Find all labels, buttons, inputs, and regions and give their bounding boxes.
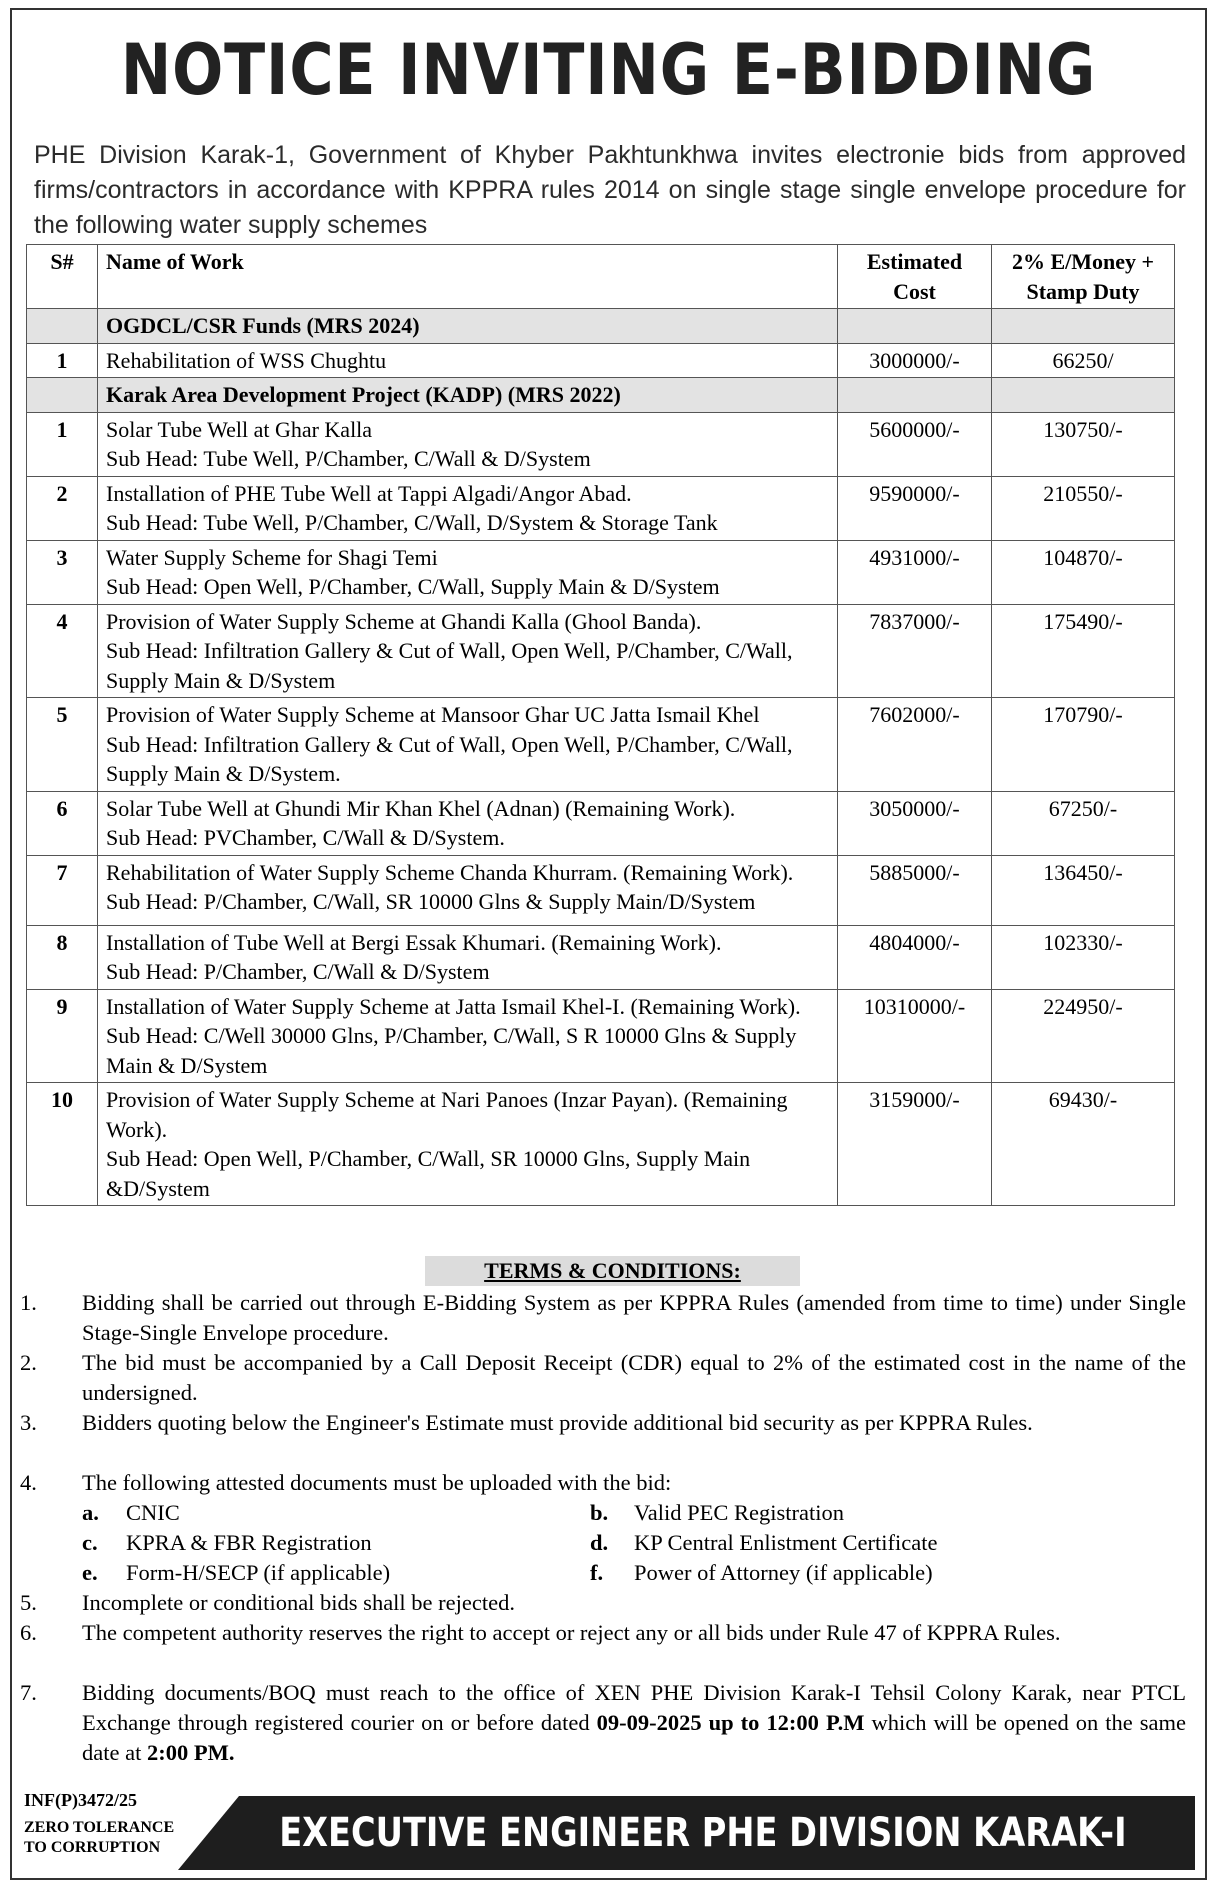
row-work bbox=[98, 540, 838, 604]
document-letter: a. bbox=[82, 1500, 99, 1525]
row-work-title: Solar Tube Well at Ghar Kalla bbox=[106, 416, 373, 442]
row-sn: 8 bbox=[27, 925, 98, 989]
term-item bbox=[20, 1618, 1186, 1648]
group-sn-cell bbox=[27, 378, 98, 413]
row-sn: 1 bbox=[27, 412, 98, 476]
term-text bbox=[82, 1678, 1186, 1768]
row-sn: 7 bbox=[27, 855, 98, 925]
row-sub-head: Sub Head: C/Well 30000 Glns, P/Chamber, C/Wall, S R 10000 Glns & Supply Main & D/System bbox=[106, 1023, 797, 1078]
closing-date-time: 09-09-2025 up to 12:00 P.M bbox=[596, 1710, 865, 1735]
document-letter: b. bbox=[590, 1500, 609, 1525]
row-work-title: Provision of Water Supply Scheme at Nari Panoes (Inzar Payan). (Remaining Work). bbox=[106, 1087, 788, 1142]
group-sn-cell bbox=[27, 309, 98, 344]
document-text: Power of Attorney (if applicable) bbox=[634, 1560, 933, 1585]
term-item bbox=[20, 1408, 1186, 1438]
row-cost: 5600000/- bbox=[838, 412, 992, 476]
table-row bbox=[27, 855, 1175, 925]
term-number: 4. bbox=[20, 1470, 37, 1495]
table-row bbox=[27, 698, 1175, 792]
row-sub-head: Sub Head: Infiltration Gallery & Cut of Wall, Open Well, P/Chamber, C/Wall, Supply Main & D/System. bbox=[106, 731, 793, 786]
term-number: 6. bbox=[20, 1620, 37, 1645]
row-sn: 10 bbox=[27, 1083, 98, 1206]
document-text: Valid PEC Registration bbox=[634, 1500, 844, 1525]
term-item bbox=[20, 1588, 1186, 1618]
row-work bbox=[98, 604, 838, 698]
term-text: Incomplete or conditional bids shall be rejected. bbox=[82, 1590, 515, 1615]
group-money-cell bbox=[992, 309, 1175, 344]
term-text: Bidding shall be carried out through E-Bidding System as per KPPRA Rules (amended from time to time) under Single Stage-Single Envelope procedure. bbox=[82, 1290, 1186, 1345]
row-cost: 7837000/- bbox=[838, 604, 992, 698]
row-work bbox=[98, 476, 838, 540]
document-item bbox=[82, 1558, 390, 1588]
header-sn: S# bbox=[27, 245, 98, 309]
row-sub-head: Sub Head: PVChamber, C/Wall & D/System. bbox=[106, 825, 505, 850]
document-item bbox=[82, 1528, 372, 1558]
row-work-title: Installation of Water Supply Scheme at Jatta Ismail Khel-I. (Remaining Work). bbox=[106, 993, 801, 1019]
document-item bbox=[590, 1558, 933, 1588]
row-work-title: Rehabilitation of Water Supply Scheme Chanda Khurram. (Remaining Work). bbox=[106, 859, 794, 885]
document-text: KP Central Enlistment Certificate bbox=[634, 1530, 938, 1555]
row-cost: 5885000/- bbox=[838, 855, 992, 925]
term-number: 7. bbox=[20, 1680, 37, 1705]
row-cost: 4804000/- bbox=[838, 925, 992, 989]
table-row bbox=[27, 476, 1175, 540]
group-cost-cell bbox=[838, 378, 992, 413]
row-sub-head: Sub Head: Open Well, P/Chamber, C/Wall, Supply Main & D/System bbox=[106, 574, 720, 599]
row-sn: 5 bbox=[27, 698, 98, 792]
row-money: 102330/- bbox=[992, 925, 1175, 989]
document-item bbox=[82, 1498, 180, 1528]
group-cost-cell bbox=[838, 309, 992, 344]
table-header-row bbox=[27, 245, 1175, 309]
row-work-title: Provision of Water Supply Scheme at Ghandi Kalla (Ghool Banda). bbox=[106, 608, 702, 634]
row-sn: 9 bbox=[27, 989, 98, 1083]
row-cost: 9590000/- bbox=[838, 476, 992, 540]
group-title: Karak Area Development Project (KADP) (MRS 2022) bbox=[98, 378, 838, 413]
row-cost: 7602000/- bbox=[838, 698, 992, 792]
term-text: Bidders quoting below the Engineer's Estimate must provide additional bid security as per KPPRA Rules. bbox=[82, 1410, 1033, 1435]
row-work-title: Solar Tube Well at Ghundi Mir Khan Khel (Adnan) (Remaining Work). bbox=[106, 795, 736, 821]
row-money: 130750/- bbox=[992, 412, 1175, 476]
row-sub-head: Sub Head: Open Well, P/Chamber, C/Wall, SR 10000 Glns, Supply Main &D/System bbox=[106, 1146, 751, 1201]
document-letter: c. bbox=[82, 1530, 98, 1555]
row-sn: 4 bbox=[27, 604, 98, 698]
row-money: 210550/- bbox=[992, 476, 1175, 540]
row-sub-head: Sub Head: Tube Well, P/Chamber, C/Wall, D/System & Storage Tank bbox=[106, 510, 718, 535]
row-sub-head: Sub Head: Infiltration Gallery & Cut of Wall, Open Well, P/Chamber, C/Wall, Supply Main & D/System bbox=[106, 638, 793, 693]
row-cost: 3159000/- bbox=[838, 1083, 992, 1206]
row-work bbox=[98, 855, 838, 925]
document-text: KPRA & FBR Registration bbox=[126, 1530, 372, 1555]
zero-tolerance-label bbox=[24, 1818, 184, 1858]
row-work-title: Installation of Tube Well at Bergi Essak Khumari. (Remaining Work). bbox=[106, 929, 722, 955]
term-item bbox=[20, 1468, 1186, 1498]
document-item bbox=[590, 1528, 937, 1558]
row-cost: 10310000/- bbox=[838, 989, 992, 1083]
header-money: 2% E/Money + Stamp Duty bbox=[992, 245, 1175, 309]
row-cost: 3050000/- bbox=[838, 791, 992, 855]
row-sub-head: Sub Head: P/Chamber, C/Wall, SR 10000 Glns & Supply Main/D/System bbox=[106, 889, 756, 914]
row-money: 170790/- bbox=[992, 698, 1175, 792]
document-text: Form-H/SECP (if applicable) bbox=[126, 1560, 391, 1585]
group-title: OGDCL/CSR Funds (MRS 2024) bbox=[98, 309, 838, 344]
row-sn: 3 bbox=[27, 540, 98, 604]
row-work bbox=[98, 925, 838, 989]
group-header-row bbox=[27, 378, 1175, 413]
row-work-title: Installation of PHE Tube Well at Tappi Algadi/Angor Abad. bbox=[106, 480, 632, 506]
term-text: The bid must be accompanied by a Call Deposit Receipt (CDR) equal to 2% of the estimated cost in the name of the undersigned. bbox=[82, 1350, 1186, 1405]
table-row bbox=[27, 604, 1175, 698]
term-text: The competent authority reserves the right to accept or reject any or all bids under Rule 47 of KPPRA Rules. bbox=[82, 1620, 1061, 1645]
term-number: 2. bbox=[20, 1350, 37, 1375]
row-sub-head: Sub Head: Tube Well, P/Chamber, C/Wall & D/System bbox=[106, 446, 591, 471]
table-row bbox=[27, 412, 1175, 476]
table-row bbox=[27, 343, 1175, 378]
row-sn: 2 bbox=[27, 476, 98, 540]
works-table bbox=[26, 244, 1175, 1206]
table-row bbox=[27, 989, 1175, 1083]
row-work-title: Rehabilitation of WSS Chughtu bbox=[106, 347, 387, 373]
term-item bbox=[20, 1288, 1186, 1348]
row-work bbox=[98, 343, 838, 378]
row-work-title: Provision of Water Supply Scheme at Mansoor Ghar UC Jatta Ismail Khel bbox=[106, 702, 760, 727]
row-money: 67250/- bbox=[992, 791, 1175, 855]
intro-paragraph: PHE Division Karak-1, Government of Khyber Pakhtunkhwa invites electronie bids from approved firms/contractors in accordance with KPPRA rules 2014 on single stage single envelope procedure for the following water supply schemes bbox=[34, 141, 1186, 239]
row-work bbox=[98, 412, 838, 476]
terms-title: TERMS & CONDITIONS: bbox=[425, 1256, 800, 1286]
inf-reference: INF(P)3472/25 bbox=[24, 1790, 137, 1810]
header-name: Name of Work bbox=[98, 245, 838, 309]
term-number: 3. bbox=[20, 1410, 37, 1435]
row-money: 224950/- bbox=[992, 989, 1175, 1083]
row-sn: 1 bbox=[27, 343, 98, 378]
row-money: 104870/- bbox=[992, 540, 1175, 604]
term-number: 1. bbox=[20, 1290, 37, 1315]
row-money: 66250/ bbox=[992, 343, 1175, 378]
term-text-part: which will be opened on the same date at bbox=[82, 1710, 1186, 1765]
term-text: The following attested documents must be uploaded with the bid: bbox=[82, 1470, 672, 1495]
document-text: CNIC bbox=[126, 1500, 180, 1525]
row-work bbox=[98, 698, 838, 792]
document-item bbox=[590, 1498, 844, 1528]
term-text-part: Bidding documents/BOQ must reach to the office of XEN PHE Division Karak-I Tehsil Colony Karak, near PTCL Exchange through registered courier on or before dated bbox=[82, 1680, 1186, 1735]
row-sub-head: Sub Head: P/Chamber, C/Wall & D/System bbox=[106, 959, 490, 984]
group-header-row bbox=[27, 309, 1175, 344]
row-work-title: Water Supply Scheme for Shagi Temi bbox=[106, 544, 438, 570]
zero-tolerance-line: TO CORRUPTION bbox=[24, 1839, 161, 1856]
notice-title: NOTICE INVITING E-BIDDING bbox=[120, 29, 1097, 111]
document-letter: d. bbox=[590, 1530, 609, 1555]
row-money: 136450/- bbox=[992, 855, 1175, 925]
document-letter: f. bbox=[590, 1560, 604, 1585]
table-row bbox=[27, 540, 1175, 604]
row-work bbox=[98, 791, 838, 855]
document-letter: e. bbox=[82, 1560, 98, 1585]
opening-time: 2:00 PM. bbox=[146, 1740, 235, 1765]
table-row bbox=[27, 1083, 1175, 1206]
term-item bbox=[20, 1348, 1186, 1408]
zero-tolerance-line: ZERO TOLERANCE bbox=[24, 1819, 175, 1836]
row-sn: 6 bbox=[27, 791, 98, 855]
signature-title: EXECUTIVE ENGINEER PHE DIVISION KARAK-I bbox=[279, 1810, 1127, 1856]
group-money-cell bbox=[992, 378, 1175, 413]
row-work bbox=[98, 1083, 838, 1206]
row-cost: 4931000/- bbox=[838, 540, 992, 604]
table-row bbox=[27, 925, 1175, 989]
term-item bbox=[20, 1678, 1186, 1768]
table-row bbox=[27, 791, 1175, 855]
row-cost: 3000000/- bbox=[838, 343, 992, 378]
row-work bbox=[98, 989, 838, 1083]
row-money: 69430/- bbox=[992, 1083, 1175, 1206]
term-number: 5. bbox=[20, 1590, 37, 1615]
header-cost: Estimated Cost bbox=[838, 245, 992, 309]
row-money: 175490/- bbox=[992, 604, 1175, 698]
